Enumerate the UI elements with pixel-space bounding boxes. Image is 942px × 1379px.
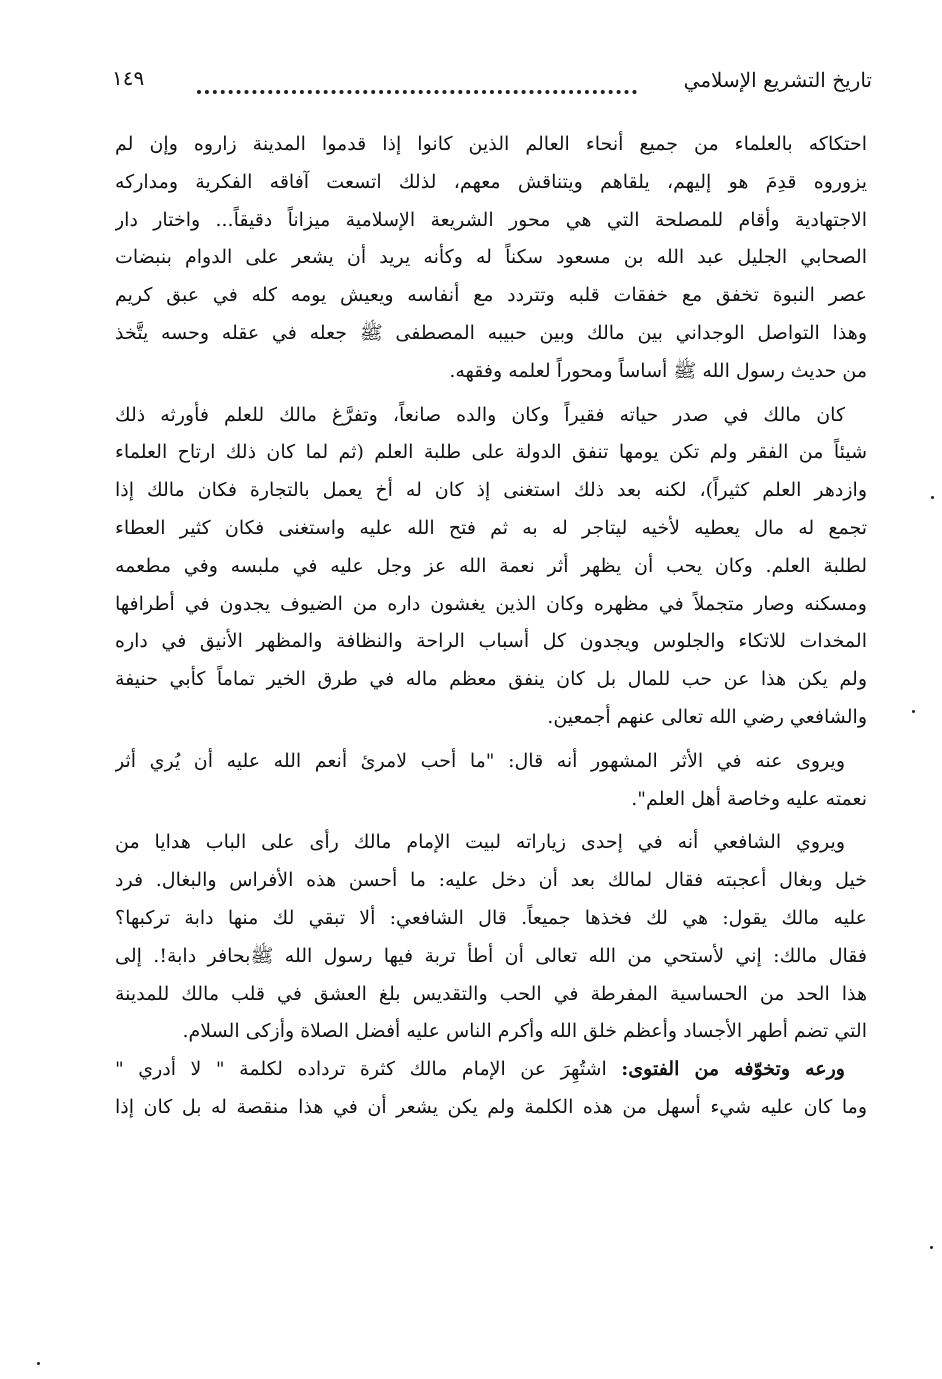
paragraph-2 bbox=[115, 397, 867, 737]
text-line: المخدات للاتكاء والجلوس ويجدون كل أسباب الراحة والنظافة والمظهر الأنيق في داره bbox=[115, 630, 867, 653]
text-line: الصحابي الجليل عبد الله بن مسعود سكناً له وكأنه يريد أن يشعر على الدوام بنبضات bbox=[115, 246, 867, 269]
paragraph-3 bbox=[115, 743, 867, 819]
paragraph-4 bbox=[115, 824, 867, 1051]
text-line: ويروي الشافعي أنه في إحدى زياراته لبيت الإمام مالك رأى على الباب هدايا من bbox=[115, 831, 845, 854]
text-line: ولم يكن هذا عن حب للمال بل كان ينفق معظم ماله في طرق الخير تماماً كأبي حنيفة bbox=[115, 668, 867, 691]
page-number: ١٤٩ bbox=[112, 66, 145, 90]
text-line: تجمع له مال يعطيه لأخيه ليتاجر له به ثم فتح الله عليه واستغنى فكان كثير العطاء bbox=[115, 516, 867, 539]
text-line: هذا الحد من الحساسية المفرطة في الحب والتقديس بلغ العشق في قلب مالك للمدينة bbox=[115, 982, 867, 1005]
text-line: عصر النبوة تخفق مع خفقات قلبه وتتردد مع أنفاسه ويعيش يومه كله في عبق كريم bbox=[115, 284, 867, 307]
running-title: تاريخ التشريع الإسلامي bbox=[683, 68, 872, 92]
text-line: التي تضم أطهر الأجساد وأعظم خلق الله وأكرم الناس عليه أفضل الصلاة وأزكى السلام. bbox=[182, 1020, 867, 1043]
paragraph-1 bbox=[115, 126, 867, 391]
margin-speck bbox=[912, 710, 915, 713]
text-line: يزوروه قدِمَ هو إليهم، يلقاهم ويتناقش معهم، لذلك اتسعت آفاقه الفكرية ومداركه bbox=[115, 170, 867, 193]
margin-speck bbox=[37, 1362, 40, 1365]
dotted-leader bbox=[197, 64, 637, 94]
text-line: وما كان عليه شيء أسهل من هذه الكلمة ولم يكن يشعر أن في هذا منقصة له بل كان إذا bbox=[115, 1095, 867, 1118]
heading-continuation: اشتُهِرَ عن الإمام مالك كثرة ترداده لكلمة " لا أدري " bbox=[115, 1058, 622, 1081]
text-line: كان مالك في صدر حياته فقيراً وكان والده صانعاً، وتفرَّغ مالك للعلم فأورثه ذلك bbox=[115, 403, 845, 426]
margin-speck bbox=[931, 496, 934, 499]
text-line: خيل وبغال أعجبته فقال لمالك بعد أن دخل عليه: ما أحسن هذه الأفراس والبغال. فرد bbox=[115, 869, 867, 892]
text-line: لطلبة العلم. وكان يحب أن يظهر أثر نعمة الله عز وجل عليه في ملبسه وفي مطعمه bbox=[115, 554, 867, 577]
text-line: احتكاكه بالعلماء من جميع أنحاء العالم الذين كانوا إذا قدموا المدينة زاروه وإن لم bbox=[115, 133, 867, 155]
text-line bbox=[115, 1051, 867, 1089]
text-line: ومسكنه وصار متجملاً في مظهره وكان الذين يغشون داره من الضيوف يجدون في أطرافها bbox=[115, 592, 867, 615]
page-header bbox=[112, 64, 872, 102]
text-line: وازدهر العلم كثيراً)، لكنه بعد ذلك استغنى إذ كان له أخ يعمل بالتجارة فكان مالك إذا bbox=[115, 479, 867, 502]
margin-speck bbox=[930, 1246, 933, 1249]
text-line: والشافعي رضي الله تعالى عنهم أجمعين. bbox=[547, 705, 867, 728]
text-line: شيئاً من الفقر ولم تكن يومها تنفق الدولة على طلبة العلم (ثم لما كان ذلك ارتاح العلماء bbox=[115, 441, 867, 464]
section-heading: ورعه وتخوّفه من الفتوى: bbox=[621, 1058, 845, 1081]
text-line: نعمته عليه وخاصة أهل العلم". bbox=[631, 787, 867, 810]
body-text bbox=[115, 126, 867, 1127]
text-line: وهذا التواصل الوجداني بين مالك وبين حبيبه المصطفى ﷺ جعله في عقله وحسه يتَّخذ bbox=[115, 321, 867, 344]
text-line: فقال مالك: إني لأستحي من الله تعالى أن أطأ تربة فيها رسول الله ﷺبحافر دابة!. إلى bbox=[115, 944, 867, 967]
text-line: من حديث رسول الله ﷺ أساساً ومحوراً لعلمه وفقهه. bbox=[449, 359, 867, 382]
text-line: ويروى عنه في الأثر المشهور أنه قال: "ما أحب لامرئ أنعم الله عليه أن يُري أثر bbox=[115, 749, 845, 772]
text-line: عليه مالك يقول: هي لك فخذها جميعاً. قال الشافعي: ألا تبقي لك منها دابة تركبها؟ bbox=[115, 906, 867, 929]
paragraph-5 bbox=[115, 1051, 867, 1127]
text-line: الاجتهادية وأقام للمصلحة التي هي محور الشريعة الإسلامية ميزاناً دقيقاً... واختار دار bbox=[115, 208, 867, 231]
